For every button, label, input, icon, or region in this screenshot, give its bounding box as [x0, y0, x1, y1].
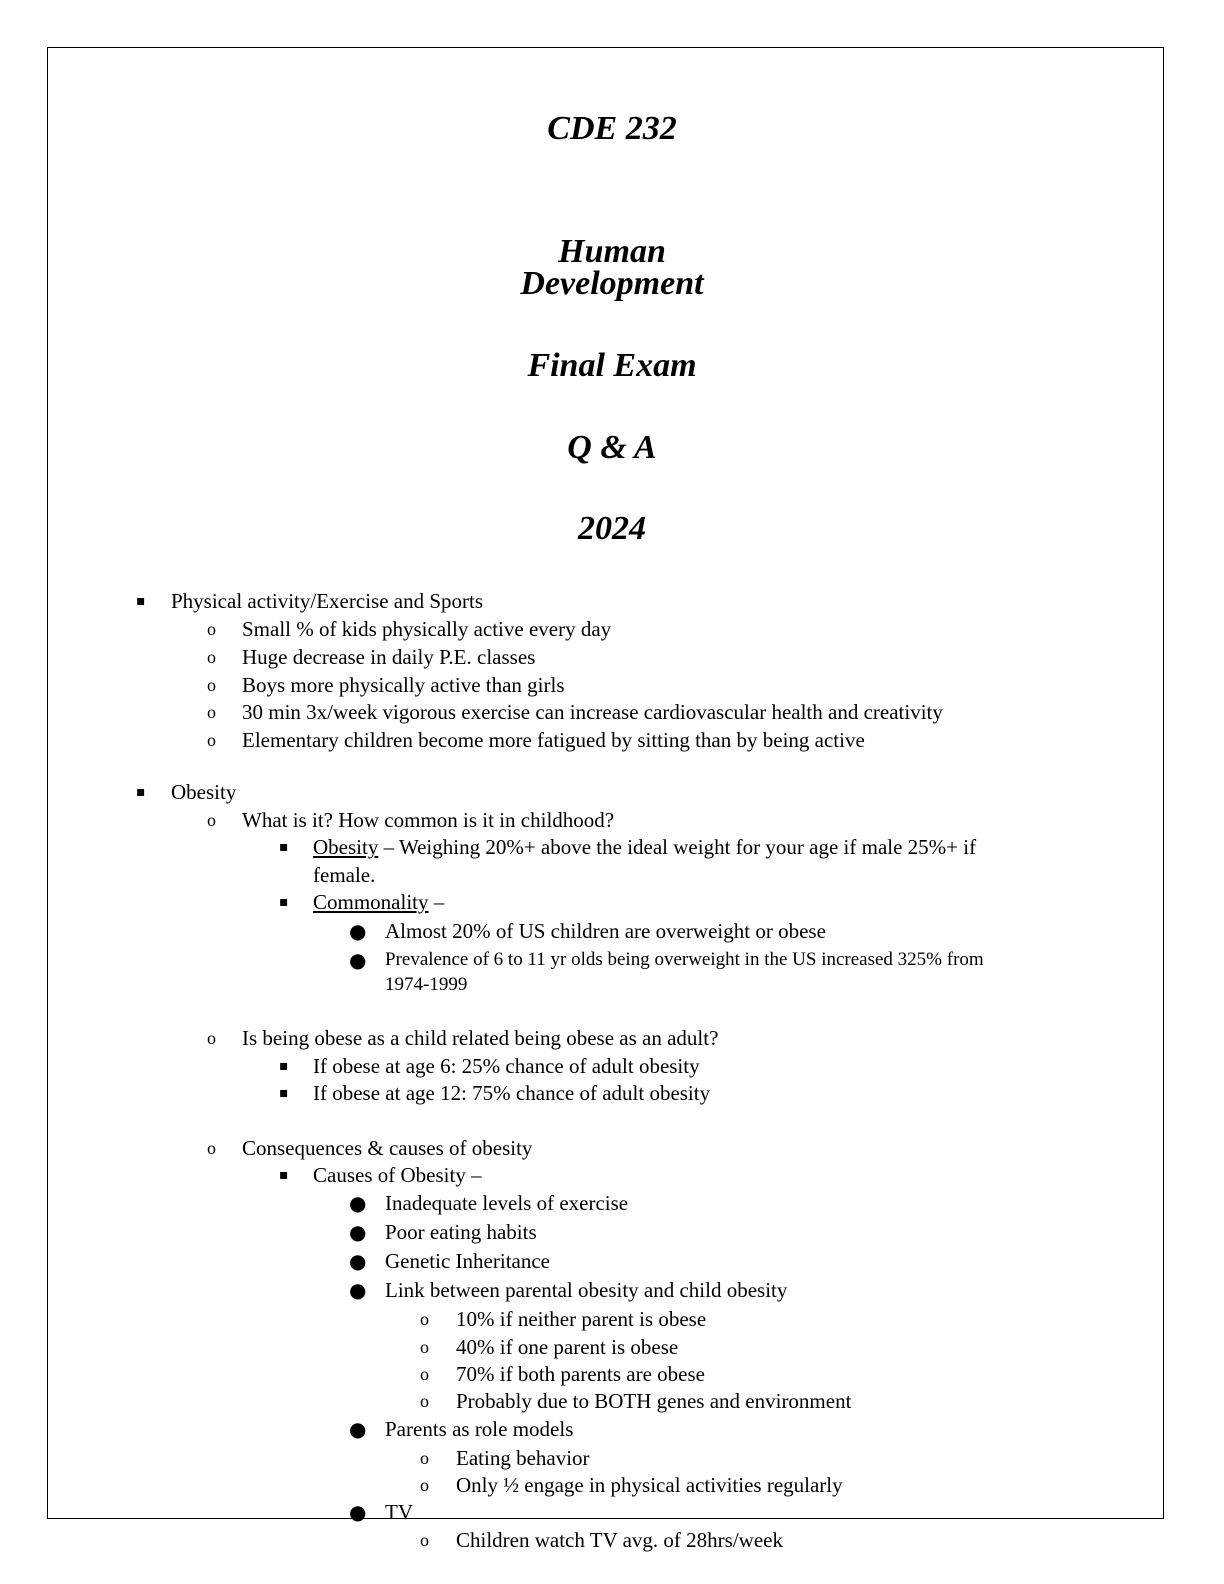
question-child-adult: Is being obese as a child related being obese as an adult?	[242, 1026, 719, 1050]
list-item: 30 min 3x/week vigorous exercise can increase cardiovascular health and creativity	[242, 700, 943, 724]
list-item-continuation: 1974-1999	[385, 974, 468, 995]
list-item: Boys more physically active than girls	[242, 673, 565, 697]
dot-bullet-icon: ●	[349, 919, 367, 943]
square-bullet-icon: ▪	[279, 1085, 289, 1101]
definition-text: – Weighing 20%+ above the ideal weight for your age if male 25%+ if	[378, 835, 977, 859]
question-what-is-it: What is it? How common is it in childhood?	[242, 808, 615, 832]
section-heading-physical: Physical activity/Exercise and Sports	[171, 589, 484, 613]
dot-bullet-icon: ●	[349, 1278, 367, 1302]
dot-bullet-icon: ●	[349, 1220, 367, 1244]
list-item: If obese at age 6: 25% chance of adult obesity	[313, 1054, 700, 1078]
circle-bullet-icon: o	[207, 619, 216, 639]
list-item: Prevalence of 6 to 11 yr olds being overweight in the US increased 325% from	[385, 949, 984, 970]
square-bullet-icon: ▪	[279, 839, 289, 855]
term-commonality: Commonality	[313, 890, 429, 914]
list-item: 70% if both parents are obese	[456, 1362, 705, 1386]
square-bullet-icon: ▪	[136, 593, 146, 609]
circle-bullet-icon: o	[420, 1309, 429, 1329]
list-item: Genetic Inheritance	[385, 1249, 550, 1273]
list-item: Almost 20% of US children are overweight or obese	[385, 919, 826, 943]
square-bullet-icon: ▪	[279, 1167, 289, 1183]
exam-title: Final Exam	[527, 347, 697, 384]
commonality-dash: –	[428, 890, 445, 914]
list-item: Small % of kids physically active every day	[242, 617, 612, 641]
dot-bullet-icon: ●	[349, 1500, 367, 1524]
list-item: Huge decrease in daily P.E. classes	[242, 645, 536, 669]
list-item: 40% if one parent is obese	[456, 1335, 679, 1359]
subject-line-2: Development	[520, 265, 704, 302]
obesity-definition	[313, 835, 976, 859]
circle-bullet-icon: o	[420, 1530, 429, 1550]
list-item: Probably due to BOTH genes and environment	[456, 1389, 852, 1413]
exam-year: 2024	[578, 510, 646, 547]
circle-bullet-icon: o	[420, 1364, 429, 1384]
circle-bullet-icon: o	[420, 1391, 429, 1411]
circle-bullet-icon: o	[207, 810, 216, 830]
subject-line-1: Human	[558, 233, 666, 270]
dot-bullet-icon: ●	[349, 1249, 367, 1273]
course-code: CDE 232	[547, 110, 677, 147]
question-consequences: Consequences & causes of obesity	[242, 1136, 533, 1160]
dot-bullet-icon: ●	[349, 948, 367, 972]
term-obesity: Obesity	[313, 835, 379, 859]
commonality-heading	[313, 890, 444, 914]
circle-bullet-icon: o	[420, 1337, 429, 1357]
list-item: Inadequate levels of exercise	[385, 1191, 629, 1215]
list-item: Only ½ engage in physical activities regularly	[456, 1473, 843, 1497]
list-item: Parents as role models	[385, 1417, 574, 1441]
list-item: Elementary children become more fatigued by sitting than by being active	[242, 728, 865, 752]
square-bullet-icon: ▪	[279, 894, 289, 910]
list-item: Link between parental obesity and child obesity	[385, 1278, 788, 1302]
circle-bullet-icon: o	[420, 1475, 429, 1495]
square-bullet-icon: ▪	[136, 784, 146, 800]
list-item: TV	[385, 1500, 413, 1524]
square-bullet-icon: ▪	[279, 1058, 289, 1074]
dot-bullet-icon: ●	[349, 1417, 367, 1441]
circle-bullet-icon: o	[207, 675, 216, 695]
circle-bullet-icon: o	[207, 730, 216, 750]
circle-bullet-icon: o	[207, 1138, 216, 1158]
list-item: 10% if neither parent is obese	[456, 1307, 707, 1331]
list-item: Eating behavior	[456, 1446, 590, 1470]
list-item: Children watch TV avg. of 28hrs/week	[456, 1528, 783, 1552]
circle-bullet-icon: o	[420, 1448, 429, 1468]
causes-heading: Causes of Obesity –	[313, 1163, 482, 1187]
circle-bullet-icon: o	[207, 1028, 216, 1048]
exam-format: Q & A	[567, 429, 657, 466]
definition-continuation: female.	[313, 863, 376, 887]
dot-bullet-icon: ●	[349, 1191, 367, 1215]
circle-bullet-icon: o	[207, 647, 216, 667]
list-item: If obese at age 12: 75% chance of adult obesity	[313, 1081, 711, 1105]
circle-bullet-icon: o	[207, 702, 216, 722]
list-item: Poor eating habits	[385, 1220, 537, 1244]
section-heading-obesity: Obesity	[171, 780, 237, 804]
